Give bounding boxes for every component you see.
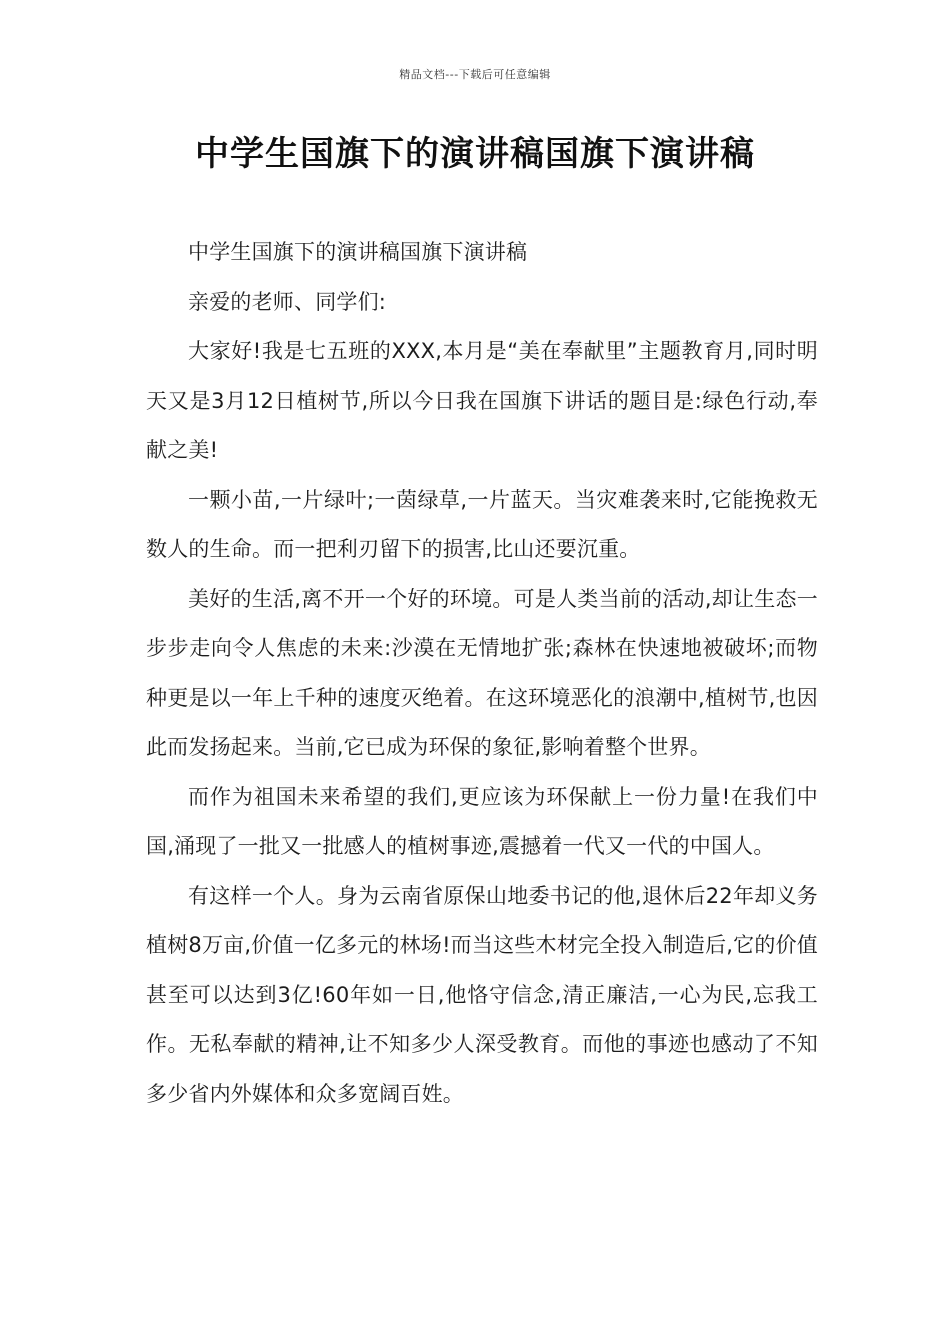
paragraph-salutation: 亲爱的老师、同学们: [188, 289, 387, 314]
header-note: 精品文档---下载后可任意编辑 [399, 68, 551, 81]
paragraph-greeting: 大家好!我是七五班的XXX,本月是“美在奉献里”主题教育月,同时明天又是3月12日植树节,所以今日我在国旗下讲话的题目是:绿色行动,奉献之美! [146, 339, 818, 462]
paragraph-responsibility: 而作为祖国未来希望的我们,更应该为环保献上一份力量!在我们中国,涌现了一批又一批感人的植树事迹,震撼着一代又一代的中国人。 [146, 784, 818, 858]
paragraph-example-person: 有这样一个人。身为云南省原保山地委书记的他,退休后22年却义务植树8万亩,价值一亿多元的林场!而当这些木材完全投入制造后,它的价值甚至可以达到3亿!60年如一日,他恪守信念,清正廉洁,一心为民,忘我工作。无私奉献的精神,让不知多少人深受教育。而他的事迹也感动了不知多少省内外媒体和众多宽阔百姓。 [146, 883, 818, 1106]
document-body [146, 228, 818, 1119]
paragraph-subtitle: 中学生国旗下的演讲稿国旗下演讲稿 [188, 240, 528, 264]
document-title: 中学生国旗下的演讲稿国旗下演讲稿 [195, 134, 755, 174]
paragraph-sapling: 一颗小苗,一片绿叶;一茵绿草,一片蓝天。当灾难袭来时,它能挽救无数人的生命。而一把利刃留下的损害,比山还要沉重。 [146, 487, 818, 561]
paragraph-environment: 美好的生活,离不开一个好的环境。可是人类当前的活动,却让生态一步步走向令人焦虑的未来:沙漠在无情地扩张;森林在快速地被破坏;而物种更是以一年上千种的速度灭绝着。在这环境恶化的浪潮中,植树节,也因此而发扬起来。当前,它已成为环保的象征,影响着整个世界。 [146, 586, 818, 759]
